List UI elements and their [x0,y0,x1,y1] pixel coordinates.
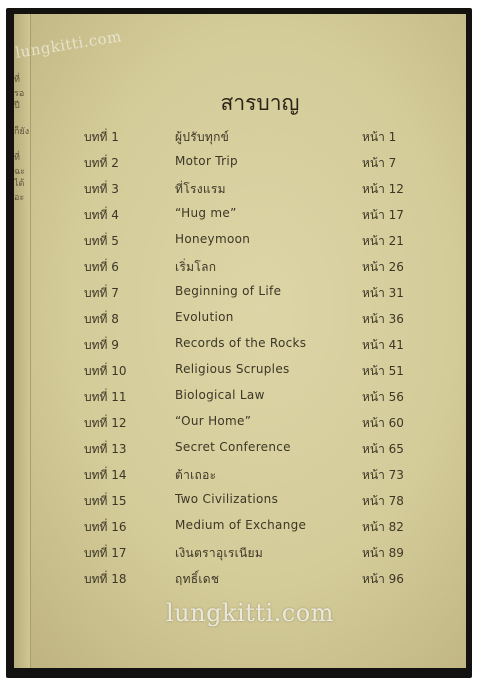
chapter-number: บทที่ 4 [84,208,119,222]
page-number: หน้า 51 [362,364,404,378]
chapter-number: บทที่ 18 [84,572,127,586]
prev-page-fragment: ได้อะ [14,179,25,203]
toc-row [14,388,466,412]
page-number: หน้า 60 [362,416,404,430]
page-number: หน้า 21 [362,234,404,248]
chapter-title: Motor Trip [175,154,238,168]
toc-row [14,128,466,152]
prev-page-fragment: ที่รอ [14,75,25,99]
chapter-number: บทที่ 7 [84,286,119,300]
page-number: หน้า 1 [362,130,397,144]
page-number: หน้า 12 [362,182,404,196]
toc-row [14,440,466,464]
toc-row [14,466,466,490]
toc-row [14,154,466,178]
chapter-title: “Hug me” [175,206,237,220]
chapter-title: Two Civilizations [175,492,279,506]
toc-row [14,362,466,386]
toc-row [14,492,466,516]
chapter-number: บทที่ 13 [84,442,127,456]
toc-row [14,180,466,204]
chapter-title: Medium of Exchange [175,518,307,532]
page-number: หน้า 73 [362,468,404,482]
chapter-number: บทที่ 6 [84,260,119,274]
chapter-number: บทที่ 15 [84,494,127,508]
chapter-title: ฤทธิ์เดช [175,572,220,586]
chapter-number: บทที่ 2 [84,156,119,170]
book-page [14,14,466,668]
chapter-title: Religious Scruples [175,362,290,376]
chapter-title: “Our Home” [175,414,252,428]
page-number: หน้า 65 [362,442,404,456]
page-title: สารบาญ [220,91,300,115]
chapter-title: เริ่มโลก [175,260,217,274]
toc-row [14,284,466,308]
prev-page-fragment: ที่ฉะ [14,153,25,177]
toc-row [14,336,466,360]
chapter-title: Biological Law [175,388,265,402]
page-number: หน้า 78 [362,494,404,508]
prev-page-fragment: ก็ยัง [14,127,30,137]
chapter-title: Secret Conference [175,440,291,454]
chapter-title: Beginning of Life [175,284,282,298]
chapter-title: เงินตราอุเรเนียม [175,546,264,560]
chapter-title: ผู้ปรับทุกข์ [175,130,230,144]
chapter-title: Records of the Rocks [175,336,307,350]
page-number: หน้า 26 [362,260,404,274]
page-number: หน้า 82 [362,520,404,534]
chapter-number: บทที่ 14 [84,468,127,482]
toc-row [14,206,466,230]
chapter-number: บทที่ 9 [84,338,119,352]
prev-page-fragment: ปี [14,101,20,111]
chapter-number: บทที่ 1 [84,130,119,144]
page-number: หน้า 36 [362,312,404,326]
page-number: หน้า 31 [362,286,404,300]
toc-row [14,518,466,542]
chapter-number: บทที่ 8 [84,312,119,326]
page-number: หน้า 89 [362,546,404,560]
chapter-number: บทที่ 5 [84,234,119,248]
chapter-title: Honeymoon [175,232,251,246]
watermark-top: lungkitti.com [14,27,123,62]
chapter-title: ที่โรงแรม [175,182,226,196]
toc-row [14,414,466,438]
watermark-bottom: lungkitti.com [166,599,334,627]
page-number: หน้า 96 [362,572,404,586]
toc-row [14,544,466,568]
toc-row [14,310,466,334]
chapter-number: บทที่ 16 [84,520,127,534]
chapter-number: บทที่ 11 [84,390,127,404]
toc-row [14,258,466,282]
chapter-number: บทที่ 12 [84,416,127,430]
page-number: หน้า 17 [362,208,404,222]
page-number: หน้า 41 [362,338,404,352]
chapter-number: บทที่ 17 [84,546,127,560]
chapter-number: บทที่ 10 [84,364,127,378]
toc-row [14,232,466,256]
chapter-title: Evolution [175,310,234,324]
page-number: หน้า 56 [362,390,404,404]
toc-row [14,570,466,594]
chapter-number: บทที่ 3 [84,182,119,196]
page-number: หน้า 7 [362,156,397,170]
chapter-title: ต้าเถอะ [175,468,217,482]
